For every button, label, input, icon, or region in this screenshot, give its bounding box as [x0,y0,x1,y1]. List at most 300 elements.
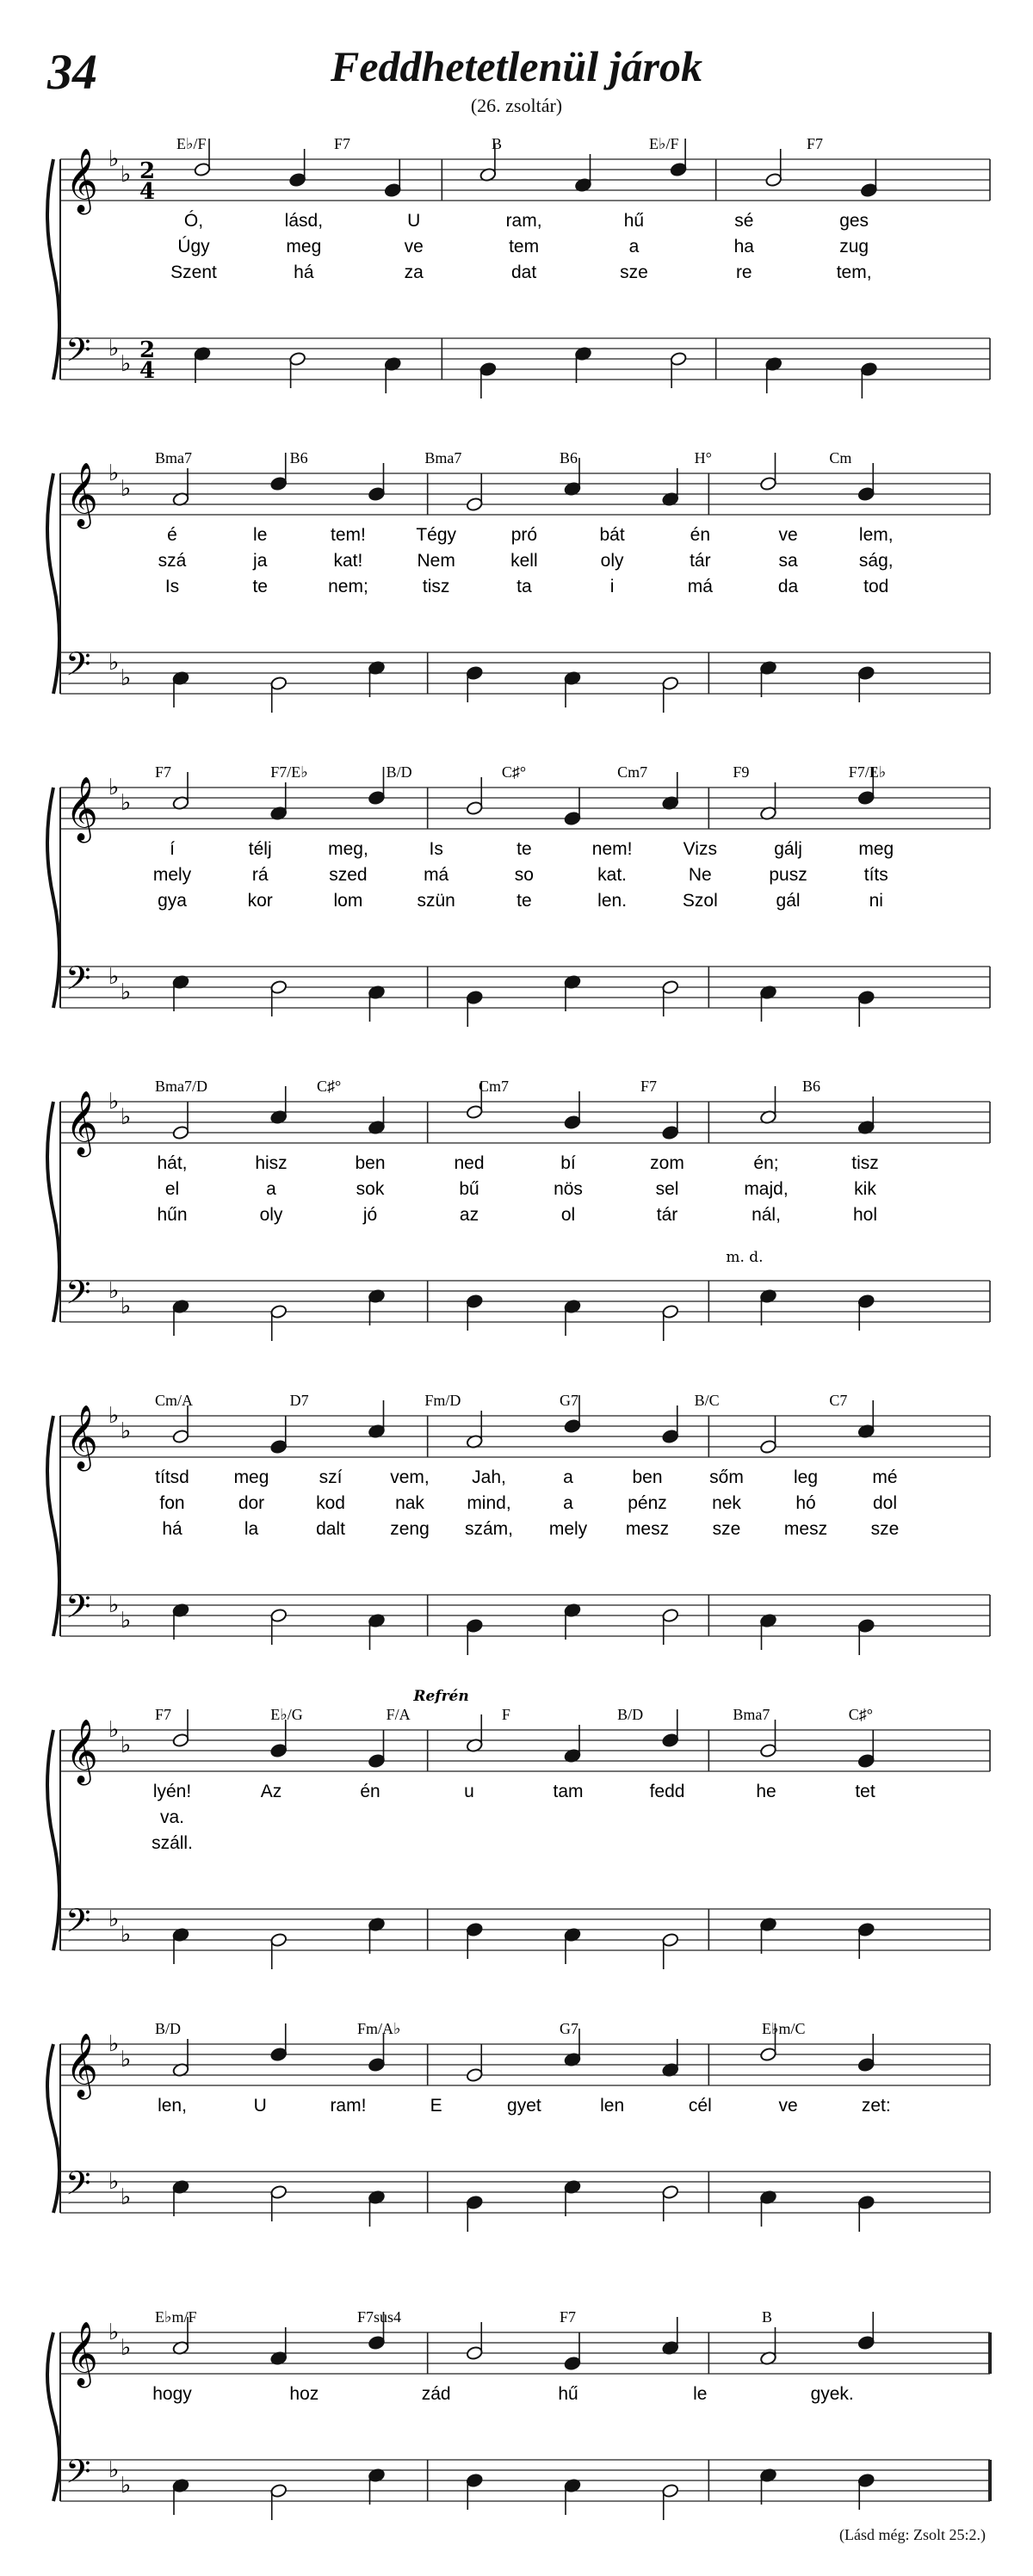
lyric-syllable: sé [734,211,754,231]
lyric-syllable: meg [858,839,894,859]
lyric-syllable: ol [560,1205,576,1225]
notehead [466,1922,483,1937]
music-system [47,2308,990,2520]
notehead [857,1753,875,1768]
lyric-syllable: hűn [157,1205,188,1225]
notehead [662,1304,679,1319]
lyric-syllable: mely [152,865,192,885]
lyric-syllable: mesz [625,1519,670,1539]
system-brace [47,1416,59,1636]
notehead [270,2184,288,2199]
lyric-syllable: Úgy [177,237,210,256]
system-brace [47,2044,59,2213]
flat-icon: ♭ [121,2184,132,2210]
notehead [289,172,306,187]
notehead [270,2047,288,2061]
lyric-syllable: é [167,525,177,545]
lyric-syllable: kor [247,891,273,911]
lyric-syllable: én; [753,1153,779,1173]
lyric-syllable: meg [233,1467,269,1487]
system-brace [47,159,59,380]
flat-icon: ♭ [121,790,132,816]
lyric-syllable: dalt [316,1519,345,1539]
notehead [368,2335,385,2350]
chord-symbol: B6 [289,449,308,466]
lyric-syllable: sok [356,1179,385,1199]
lyric-syllable: u [464,1782,474,1801]
flat-icon: ♭ [108,1278,120,1304]
chord-symbol: E♭/F [649,135,679,152]
notehead [857,2057,875,2072]
music-system [47,763,990,1027]
flat-icon: ♭ [108,964,120,990]
bass-clef-icon: 𝄢 [65,1273,91,1319]
lyric-syllable: Szent [170,263,217,282]
notehead [564,2356,581,2370]
lyric-syllable: szá [158,551,187,571]
notehead [466,2473,483,2487]
chord-symbol: F7 [155,763,172,781]
lyric-syllable: vem, [390,1467,430,1487]
notehead [564,1418,581,1433]
lyric-syllable: re [735,263,752,282]
system-brace [47,1102,59,1322]
lyric-syllable: száll. [152,1833,193,1853]
notehead [759,476,776,491]
lyric-syllable: dol [872,1493,898,1513]
lyric-syllable: tár [656,1205,678,1225]
lyric-syllable: ve [404,237,424,256]
notehead [172,1429,189,1443]
bass-clef-icon: 𝄢 [65,1901,91,1948]
lyric-syllable: Ó, [183,211,204,231]
lyric-syllable: mé [872,1467,898,1487]
notehead [270,1932,288,1947]
bass-clef-icon: 𝄢 [65,2164,91,2210]
chord-symbol: C7 [829,1392,848,1409]
time-signature: 2 [139,158,156,184]
lyric-syllable: zeng [390,1519,430,1539]
treble-clef-icon: 𝄞 [65,2034,98,2097]
lyric-syllable: tem [509,237,540,256]
lyric-syllable: dor [238,1493,265,1513]
flat-icon: ♭ [121,1418,132,1444]
lyric-syllable: te [516,839,532,859]
chord-symbol: F7 [640,1078,658,1095]
flat-icon: ♭ [108,2031,120,2057]
lyric-syllable: nek [712,1493,741,1513]
lyric-syllable: má [687,577,713,596]
lyric-syllable: ve [778,2096,798,2116]
treble-clef-icon: 𝄞 [65,1720,98,1783]
lyric-syllable: len [600,2096,625,2116]
time-signature: 2 [139,337,156,363]
lyric-syllable: sze [870,1519,900,1539]
music-system [47,1392,990,1655]
lyric-syllable: te [252,577,268,596]
flat-icon: ♭ [121,476,132,502]
lyric-syllable: má [424,865,449,885]
lyric-syllable: szed [329,865,368,885]
lyric-syllable: gya [158,891,187,911]
lyric-syllable: lem, [858,525,894,545]
notehead [466,1294,483,1308]
notehead [384,182,401,197]
flat-icon: ♭ [108,775,120,800]
lyric-syllable: zád [421,2384,451,2404]
notehead [466,2195,483,2209]
chord-symbol: B6 [560,449,578,466]
lyric-syllable: Nem [417,551,455,571]
time-signature: 4 [139,358,156,384]
notehead [860,361,877,376]
music-system [47,2020,990,2232]
chord-symbol: C♯° [501,763,527,781]
notehead [662,1608,679,1622]
system-brace [47,2332,59,2501]
notehead [270,1304,288,1319]
lyric-syllable: tár [690,551,711,571]
chord-symbol: B/D [155,2020,182,2037]
lyric-syllable: leg [793,1467,819,1487]
lyric-syllable: gálj [774,839,802,859]
flat-icon: ♭ [108,2169,120,2195]
lyric-syllable: tem, [836,263,872,282]
performance-marking: m. d. [726,1249,764,1266]
lyric-syllable: í [170,839,175,859]
notehead [466,2067,483,2082]
bass-clef-icon: 𝄢 [65,959,91,1005]
notehead [857,1922,875,1937]
chord-symbol: Bma7/D [155,1078,207,1095]
flat-icon: ♭ [108,1717,120,1743]
treble-clef-icon: 𝄞 [65,149,98,213]
lyric-syllable: ram, [505,211,542,231]
notehead [270,1743,288,1757]
chord-symbol: B [492,135,503,152]
chord-symbol: F7/E♭ [270,763,308,781]
flat-icon: ♭ [108,460,120,486]
bass-clef-icon: 𝄢 [65,645,91,691]
lyric-syllable: el [164,1179,180,1199]
chord-symbol: Bma7 [155,449,192,466]
lyric-syllable: a [563,1467,573,1487]
lyric-syllable: a [628,237,640,256]
chord-symbol: B [762,2308,773,2326]
notehead [857,990,875,1004]
notehead [466,1618,483,1633]
chord-symbol: F [501,1706,510,1723]
lyric-syllable: i [609,577,615,596]
lyric-syllable: kat. [597,865,628,885]
lyric-syllable: E [430,2096,442,2116]
notehead [857,665,875,680]
lyric-syllable: ges [839,211,869,231]
lyric-syllable: mind, [467,1493,511,1513]
flat-icon: ♭ [108,1089,120,1115]
music-system [47,135,990,398]
lyric-syllable: bát [599,525,625,545]
lyric-syllable: he [756,1782,776,1801]
music-system [47,449,990,713]
notehead [289,351,306,366]
chord-symbol: G7 [560,2020,578,2037]
notehead [662,1125,679,1140]
lyric-syllable: hol [852,1205,878,1225]
lyric-syllable: hű [558,2384,578,2404]
chord-symbol: B/D [386,763,412,781]
system-brace [47,788,59,1008]
lyric-syllable: sa [778,551,798,571]
lyric-syllable: Tégy [416,525,457,545]
notehead [857,486,875,501]
lyric-syllable: tem! [331,525,366,545]
notehead [662,1932,679,1947]
notehead [270,476,288,491]
lyric-syllable: Az [260,1782,282,1801]
lyric-syllable: nál, [752,1205,781,1225]
notehead [368,790,385,805]
lyric-syllable: dat [510,263,537,282]
chord-symbol: Fm/A♭ [357,2020,401,2037]
notehead [857,2473,875,2487]
notehead [759,1743,776,1757]
lyric-syllable: U [407,211,421,231]
lyric-syllable: fon [159,1493,185,1513]
lyric-syllable: hogy [152,2384,192,2404]
lyric-syllable: hó [795,1493,816,1513]
notehead [368,2057,385,2072]
notehead [564,1115,581,1129]
flat-icon: ♭ [108,2320,120,2345]
notehead [270,1608,288,1622]
notehead [466,665,483,680]
lyric-syllable: Szol [682,891,718,911]
flat-icon: ♭ [121,2047,132,2073]
lyric-syllable: bí [560,1153,576,1173]
notehead [466,800,483,815]
lyric-syllable: pró [510,525,538,545]
lyric-syllable: hű [623,211,645,231]
notehead [368,486,385,501]
chord-symbol: F9 [733,763,750,781]
lyric-syllable: te [516,891,532,911]
lyric-syllable: so [514,865,534,885]
lyric-syllable: le [253,525,268,545]
notehead [759,2047,776,2061]
chord-symbol: Cm7 [479,1078,510,1095]
chord-symbol: F7 [807,135,824,152]
lyric-syllable: az [459,1205,479,1225]
hymn-subtitle: (26. zsoltár) [470,95,563,116]
chord-symbol: F7 [155,1706,172,1723]
notehead [270,2483,288,2498]
notehead [670,162,687,176]
chord-symbol: F/A [386,1706,411,1723]
notehead [662,2483,679,2498]
lyric-syllable: rá [251,865,269,885]
notehead [857,790,875,805]
flat-icon: ♭ [121,351,132,377]
lyric-syllable: gál [776,891,801,911]
lyric-syllable: sze [620,263,648,282]
refrain-label: Refrén [413,1688,469,1705]
notehead [270,979,288,994]
hymn-number: 34 [47,44,97,100]
lyric-syllable: kod [316,1493,345,1513]
lyric-syllable: da [777,577,799,596]
flat-icon: ♭ [108,1906,120,1932]
lyric-syllable: va. [159,1807,185,1827]
lyric-syllable: Vizs [683,839,717,859]
lyric-syllable: za [404,263,424,282]
lyric-syllable: jó [362,1205,378,1225]
lyric-syllable: tet [855,1782,875,1801]
flat-icon: ♭ [121,2473,132,2499]
chord-symbol: B6 [802,1078,821,1095]
flat-icon: ♭ [121,2335,132,2361]
lyric-syllable: hoz [289,2384,319,2404]
treble-clef-icon: 𝄞 [65,2322,98,2386]
lyric-syllable: kat! [333,551,363,571]
lyric-syllable: pusz [769,865,807,885]
chord-symbol: E♭m/C [762,2020,806,2037]
flat-icon: ♭ [121,1608,132,1634]
lyric-syllable: nak [395,1493,424,1513]
lyric-syllable: lom [333,891,363,911]
lyric-syllable: lyén! [152,1782,192,1801]
lyric-syllable: sze [712,1519,741,1539]
lyric-syllable: ram! [330,2096,367,2116]
lyric-syllable: nem; [328,577,368,596]
flat-icon: ♭ [121,1922,132,1948]
lyric-syllable: tisz [422,577,450,596]
lyric-syllable: nös [554,1179,583,1199]
flat-icon: ♭ [108,1592,120,1618]
lyric-syllable: zug [839,237,869,256]
notehead [857,1294,875,1308]
lyric-syllable: meg [286,237,322,256]
treble-clef-icon: 𝄞 [65,777,98,841]
bass-clef-icon: 𝄢 [65,1587,91,1634]
lyric-syllable: nem! [591,839,633,859]
lyric-syllable: télj [248,839,272,859]
flat-icon: ♭ [108,336,120,361]
bass-clef-icon: 𝄢 [65,2452,91,2499]
lyric-syllable: Ne [688,865,712,885]
lyric-syllable: a [563,1493,573,1513]
treble-clef-icon: 𝄞 [65,1091,98,1155]
lyric-syllable: há [294,263,314,282]
lyric-syllable: mesz [783,1519,828,1539]
chord-symbol: E♭/G [270,1706,303,1723]
notehead [479,361,497,376]
notehead [466,2345,483,2360]
flat-icon: ♭ [121,1104,132,1130]
lyric-syllable: tod [863,577,889,596]
lyric-syllable: hát, [157,1153,188,1173]
flat-icon: ♭ [108,650,120,676]
notehead [765,172,782,187]
lyric-syllable: ja [253,551,268,571]
lyric-syllable: én [360,1782,380,1801]
flat-icon: ♭ [121,979,132,1005]
notehead [194,162,211,176]
chord-symbol: F7 [334,135,351,152]
chord-symbol: D7 [289,1392,309,1409]
flat-icon: ♭ [121,1733,132,1758]
lyric-syllable: Is [429,839,443,859]
chord-symbol: E♭/F [176,135,207,152]
chord-symbol: Bma7 [424,449,462,466]
notehead [466,497,483,511]
chord-symbol: B/D [617,1706,644,1723]
lyric-syllable: títsd [155,1467,189,1487]
lyric-syllable: fedd [649,1782,685,1801]
lyric-syllable: oly [600,551,624,571]
hymn-title: Feddhetetlenül járok [331,42,702,90]
system-brace [47,473,59,694]
chord-symbol: H° [694,449,712,466]
lyric-syllable: pénz [628,1493,667,1513]
lyric-syllable: gyet [507,2096,541,2116]
flat-icon: ♭ [121,1294,132,1319]
notehead [857,2195,875,2209]
chord-symbol: Cm [829,449,852,466]
notehead [466,1104,483,1119]
notehead [368,1753,385,1768]
lyric-syllable: sel [655,1179,679,1199]
flat-icon: ♭ [108,2457,120,2483]
notehead [857,1618,875,1633]
lyric-syllable: szí [319,1467,343,1487]
chord-symbol: B/C [694,1392,720,1409]
lyric-syllable: mely [548,1519,588,1539]
lyric-syllable: ben [355,1153,386,1173]
chord-symbol: C♯° [317,1078,342,1095]
system-brace [47,1730,59,1950]
lyric-syllable: én [690,525,711,545]
lyric-syllable: Jah, [472,1467,506,1487]
chord-symbol: Cm7 [617,763,648,781]
lyric-syllable: bű [459,1179,479,1199]
chord-symbol: Bma7 [733,1706,770,1723]
notehead [172,1733,189,1747]
lyric-syllable: zom [650,1153,684,1173]
lyric-syllable: majd, [744,1179,789,1199]
lyric-syllable: ha [733,237,754,256]
lyric-syllable: gyek. [810,2384,854,2404]
notehead [270,1439,288,1454]
lyric-syllable: sőm [709,1467,744,1487]
lyric-syllable: há [162,1519,182,1539]
notehead [172,1125,189,1140]
notehead [270,676,288,690]
cross-reference-footer: (Lásd még: Zsolt 25:2.) [839,2526,986,2543]
chord-symbol: F7sus4 [357,2308,402,2326]
notehead [860,182,877,197]
lyric-syllable: kell [510,551,538,571]
lyric-syllable: lásd, [284,211,324,231]
chord-symbol: C♯° [848,1706,873,1723]
notehead [564,811,581,825]
chord-symbol: Cm/A [155,1392,194,1409]
flat-icon: ♭ [121,665,132,691]
lyric-syllable: ni [869,891,883,911]
chord-symbol: Fm/D [424,1392,461,1409]
lyric-syllable: zet: [861,2096,891,2116]
treble-clef-icon: 𝄞 [65,463,98,527]
